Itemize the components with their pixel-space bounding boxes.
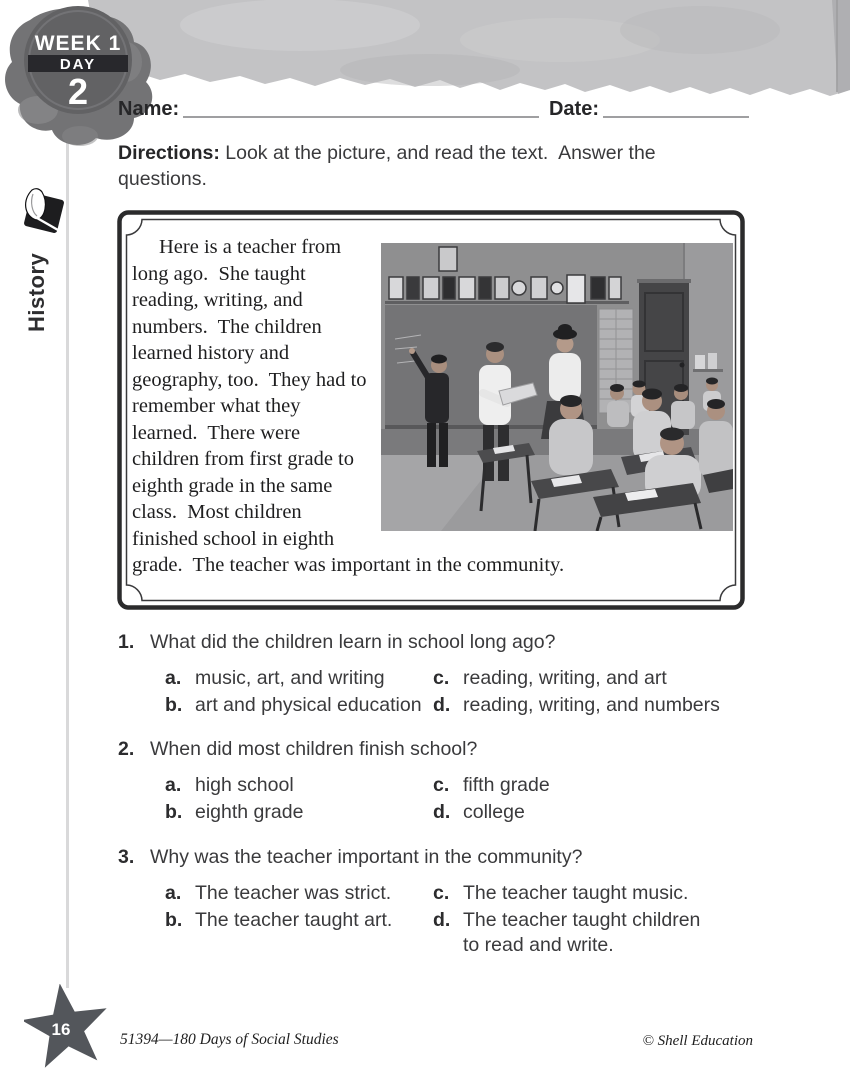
question-3	[118, 845, 758, 958]
option-d[interactable]: d. college	[433, 801, 525, 823]
sidebar-subject-label: History	[24, 252, 49, 332]
name-date-row	[118, 96, 753, 121]
option-b[interactable]: b. art and physical education	[165, 694, 422, 716]
directions-label: Directions:	[118, 142, 220, 164]
question-1	[118, 630, 758, 718]
question-text: Why was the teacher important in the community?	[150, 846, 583, 868]
passage-text: Here is a teacher from long ago. She taught reading, writing, and numbers. The children learned history and geography, too. They had to remember what they learned. There were children from first grade to eighth grade in the same class. Most children finished school in eighth grade. The teacher was important in the community.	[132, 236, 565, 576]
question-text: What did the children learn in school long ago?	[150, 631, 556, 653]
option-a[interactable]: a. The teacher was strict.	[165, 882, 392, 904]
question-number: 1.	[118, 631, 135, 653]
badge-week-label: WEEK 1	[34, 32, 122, 55]
name-input-line[interactable]	[183, 96, 539, 118]
classroom-photo	[381, 243, 733, 531]
week-day-badge	[0, 2, 160, 152]
question-number: 3.	[118, 846, 135, 868]
option-b[interactable]: b. The teacher taught art.	[165, 909, 393, 931]
passage-box	[117, 210, 745, 610]
margin-rule	[66, 130, 69, 988]
option-d[interactable]: d. reading, writing, and numbers	[433, 694, 720, 716]
question-2	[118, 737, 758, 825]
question-text: When did most children finish school?	[150, 738, 478, 760]
star-page-marker	[24, 984, 112, 1070]
option-c[interactable]: c. reading, writing, and art	[433, 667, 667, 689]
name-label: Name:	[118, 98, 180, 120]
option-d[interactable]: d. The teacher taught children to read and write.	[433, 909, 706, 956]
option-b[interactable]: b. eighth grade	[165, 801, 304, 823]
option-c[interactable]: c. fifth grade	[433, 774, 550, 796]
directions	[118, 140, 678, 192]
page-number: 16	[51, 1020, 71, 1039]
footer-publisher: © Shell Education	[642, 1033, 753, 1049]
footer-book-title: 51394—180 Days of Social Studies	[120, 1031, 339, 1048]
date-input-line[interactable]	[603, 96, 749, 118]
passage-content	[117, 210, 745, 610]
option-c[interactable]: c. The teacher taught music.	[433, 882, 689, 904]
option-a[interactable]: a. music, art, and writing	[165, 667, 385, 689]
question-number: 2.	[118, 738, 135, 760]
date-label: Date:	[548, 98, 599, 120]
directions-text: Look at the picture, and read the text. Answer the questions.	[118, 142, 662, 190]
badge-day-label: DAY	[59, 56, 97, 73]
option-a[interactable]: a. high school	[165, 774, 294, 796]
badge-day-number: 2	[67, 71, 89, 112]
